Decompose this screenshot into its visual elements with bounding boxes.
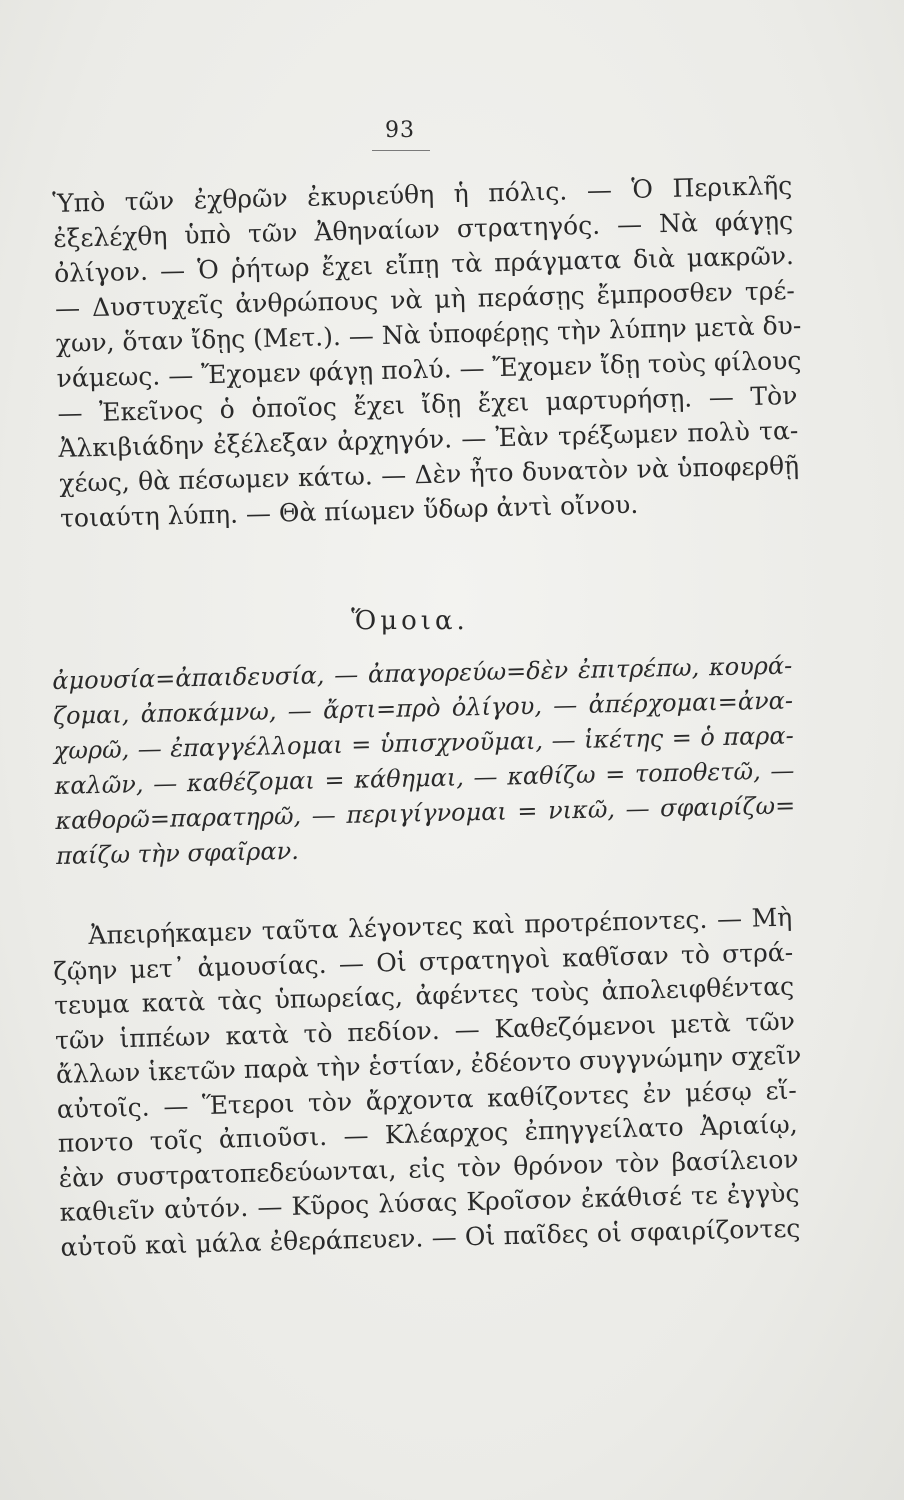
- text-line: τῶν ἱππέων κατὰ τὸ πεδίον. — Καθεζόμενοι μετὰ τῶν: [54, 1006, 796, 1055]
- text-line: χέως, θὰ πέσωμεν κάτω. — Δὲν ἦτο δυνατὸν νὰ ὑποφερθῇ: [58, 450, 800, 498]
- vocabulary-line: καθορῶ=παρατηρῶ, — περιγίγνομαι = νικῶ, — σφαιρίζω=: [54, 791, 796, 835]
- text-line: τευμα κατὰ τὰς ὑπωρείας, ἀφέντες τοὺς ἀπολειφθέντας: [53, 971, 795, 1020]
- vocabulary-list: [52, 649, 796, 874]
- text-line: ἐὰν συστρατοπεδεύωνται, εἰς τὸν θρόνον τὸν βασίλειον: [58, 1144, 799, 1193]
- text-line: ζῷην μετ᾽ ἀμουσίας. — Οἱ στρατηγοὶ καθῖσαν τὸ στρά-: [52, 937, 794, 986]
- text-line: ἄλλων ἱκετῶν παρὰ τὴν ἑστίαν, ἐδέοντο συγγνώμην σχεῖν: [55, 1040, 802, 1089]
- text-line: αὐτοῖς. — Ἕτεροι τὸν ἄρχοντα καθίζοντες ἐν μέσῳ εἵ-: [56, 1075, 798, 1124]
- page-number-rule: [372, 150, 430, 151]
- text-line: Ὑπὸ τῶν ἐχθρῶν ἐκυριεύθη ἡ πόλις. — Ὁ Περικλῆς: [52, 170, 793, 218]
- text-line: χων, ὅταν ἴδῃς (Μετ.). — Νὰ ὑποφέρῃς τὴν λύπην μετὰ δυ-: [55, 310, 802, 358]
- text-line: νάμεως. — Ἔχομεν φάγῃ πολύ. — Ἔχομεν ἴδῃ τοὺς φίλους: [56, 345, 802, 393]
- text-line: αὐτοῦ καὶ μάλα ἐθεράπευεν. — Οἱ παῖδες οἱ σφαιρίζοντες: [60, 1213, 801, 1262]
- greek-paragraph: [52, 901, 801, 1265]
- text-line: Ἀλκιβιάδην ἐξέλεξαν ἀρχηγόν. — Ἐὰν τρέξωμεν πολὺ τα-: [58, 415, 799, 463]
- text-line: ὀλίγον. — Ὁ ῥήτωρ ἔχει εἴπῃ τὰ πράγματα διὰ μακρῶν.: [53, 240, 795, 288]
- vocabulary-line: ἀμουσία=ἀπαιδευσία, — ἀπαγορεύω=δὲν ἐπιτρέπω, κουρά-: [52, 651, 793, 695]
- text-line: — Ἐκεῖνος ὁ ὁποῖος ἔχει ἴδῃ ἔχει μαρτυρήσῃ. — Τὸν: [57, 380, 798, 428]
- vocabulary-line: χωρῶ, — ἐπαγγέλλομαι = ὑπισχνοῦμαι, — ἱκέτης = ὁ παρα-: [53, 721, 794, 765]
- vocabulary-line: παίζω τὴν σφαῖραν.: [55, 836, 300, 870]
- vocabulary-line: ζομαι, ἀποκάμνω, — ἄρτι=πρὸ ὀλίγου, — ἀπέρχομαι=ἀνα-: [52, 686, 794, 730]
- section-heading: Ὅμοια.: [351, 606, 469, 636]
- text-line: — Δυστυχεῖς ἀνθρώπους νὰ μὴ περάσῃς ἔμπροσθεν τρέ-: [54, 275, 796, 323]
- text-line: τοιαύτη λύπη. — Θὰ πίωμεν ὕδωρ ἀντὶ οἴνου.: [59, 489, 639, 533]
- text-line: Ἀπειρήκαμεν ταῦτα λέγοντες καὶ προτρέποντες. — Μὴ: [88, 902, 793, 951]
- vocabulary-line: καλῶν, — καθέζομαι = κάθημαι, — καθίζω = τοποθετῶ, —: [54, 756, 795, 800]
- text-line: ποντο τοῖς ἀπιοῦσι. — Κλέαρχος ἐπηγγείλατο Ἀριαίῳ,: [57, 1109, 798, 1158]
- text-line: ἐξελέχθη ὑπὸ τῶν Ἀθηναίων στρατηγός. — Νὰ φάγῃς: [52, 205, 794, 253]
- exercise-paragraph: [52, 168, 800, 536]
- page-number: 93: [385, 118, 415, 143]
- text-line: καθιεῖν αὐτόν. — Κῦρος λύσας Κροῖσον ἐκάθισέ τε ἐγγὺς: [59, 1178, 800, 1227]
